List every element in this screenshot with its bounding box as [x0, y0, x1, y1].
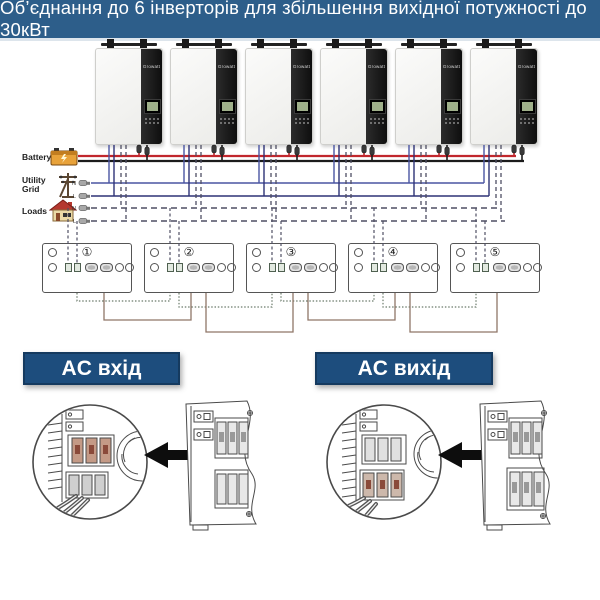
grid-n-label: N [72, 181, 76, 187]
board-hole [329, 263, 338, 272]
board-hole [217, 263, 226, 272]
mounting-tab [215, 39, 222, 48]
loads-label: Loads [22, 206, 48, 216]
share-port [289, 263, 302, 272]
inverter-brand-label: Growatt [292, 64, 311, 69]
page-title: Об’єднання до 6 інверторів для збільшення вихідної потужності до 30кВт [0, 0, 587, 40]
loads-house-icon [49, 198, 77, 224]
inverter-buttons [144, 117, 159, 125]
loads-n-label: N [72, 206, 76, 212]
battery-icon [49, 145, 79, 167]
inverter-front-strip [141, 49, 162, 144]
comm-port [482, 263, 489, 272]
board-hole [115, 263, 124, 272]
inverter-drop-wires [109, 145, 524, 221]
inverter-3 [245, 48, 313, 145]
ac-output-detail-illustration [312, 392, 562, 592]
board-hole [48, 263, 57, 272]
share-port [391, 263, 404, 272]
mounting-tab [482, 39, 489, 48]
comm-port [380, 263, 387, 272]
battery-bus [78, 156, 524, 161]
board-hole [227, 263, 236, 272]
grid-l-label: L [72, 194, 76, 200]
grid-bus [91, 183, 489, 196]
ac-output-panel-art [480, 401, 550, 530]
board-hole [533, 263, 542, 272]
inverter-front-strip [516, 49, 537, 144]
share-port [508, 263, 521, 272]
inverter-front-strip [366, 49, 387, 144]
parallel-board-1 [42, 243, 132, 293]
share-port [85, 263, 98, 272]
inverter-buttons [219, 117, 234, 125]
header-banner [0, 0, 600, 38]
inverter-body [170, 48, 238, 145]
board-number: ③ [285, 245, 297, 259]
parallel-board-3 [246, 243, 336, 293]
board-number: ⑤ [489, 245, 501, 259]
inverter-display [369, 99, 386, 114]
share-port [202, 263, 215, 272]
board-hole [150, 248, 159, 257]
board-hole [354, 263, 363, 272]
parallel-board-5 [450, 243, 540, 293]
comm-port [473, 263, 480, 272]
inverter-display [444, 99, 461, 114]
ac-output-magnifier-circle [327, 405, 441, 519]
board-number: ② [183, 245, 195, 259]
mounting-tab [140, 39, 147, 48]
ac-input-detail-illustration [18, 392, 268, 592]
inverter-body [245, 48, 313, 145]
inverter-body [95, 48, 163, 145]
inverter-brand-label: Growatt [217, 64, 236, 69]
utility-grid-label: Utility Grid [22, 175, 46, 195]
parallel-board-2 [144, 243, 234, 293]
ac-output-text: AC вихід [357, 356, 451, 380]
inverter-buttons [444, 117, 459, 125]
inverter-display [519, 99, 536, 114]
board-hole [252, 263, 261, 272]
board-link-wires [77, 293, 497, 332]
inverter-2 [170, 48, 238, 145]
share-port [493, 263, 506, 272]
comm-port [74, 263, 81, 272]
inverter-front-strip [441, 49, 462, 144]
board-hole [319, 263, 328, 272]
inverter-6 [470, 48, 538, 145]
inverter-brand-label: Growatt [142, 64, 161, 69]
inverter-buttons [369, 117, 384, 125]
battery-label: Battery [22, 152, 52, 162]
ac-input-panel-art [186, 401, 256, 530]
board-hole [523, 263, 532, 272]
inverter-buttons [519, 117, 534, 125]
inverter-display [219, 99, 236, 114]
mounting-tab [407, 39, 414, 48]
inverter-5 [395, 48, 463, 145]
inverter-brand-label: Growatt [442, 64, 461, 69]
comm-port [65, 263, 72, 272]
inverter-buttons [294, 117, 309, 125]
mounting-tab [515, 39, 522, 48]
ac-input-section-label [23, 352, 180, 385]
mounting-tab [332, 39, 339, 48]
mounting-tab [365, 39, 372, 48]
utility-grid-icon [55, 170, 81, 200]
mounting-tab [257, 39, 264, 48]
ac-output-section-label [315, 352, 493, 385]
mounting-tab [440, 39, 447, 48]
comm-port [371, 263, 378, 272]
share-port [406, 263, 419, 272]
board-hole [125, 263, 134, 272]
board-hole [421, 263, 430, 272]
inverter-1 [95, 48, 163, 145]
board-hole [456, 263, 465, 272]
inverter-front-strip [291, 49, 312, 144]
inverter-body [320, 48, 388, 145]
loads-l-label: L [72, 219, 76, 225]
board-hole [48, 248, 57, 257]
board-number: ① [81, 245, 93, 259]
inverter-4 [320, 48, 388, 145]
ac-input-text: AC вхід [61, 356, 142, 380]
mc4-connector-icon [137, 145, 525, 155]
board-hole [431, 263, 440, 272]
comm-port [176, 263, 183, 272]
inverter-display [294, 99, 311, 114]
board-hole [456, 248, 465, 257]
mounting-tab [290, 39, 297, 48]
share-port [304, 263, 317, 272]
inverter-body [470, 48, 538, 145]
comm-port [167, 263, 174, 272]
inverter-brand-label: Growatt [517, 64, 536, 69]
share-port [187, 263, 200, 272]
inverter-display [144, 99, 161, 114]
board-number: ④ [387, 245, 399, 259]
mounting-tab [107, 39, 114, 48]
comm-port [269, 263, 276, 272]
inverter-front-strip [216, 49, 237, 144]
inverter-body [395, 48, 463, 145]
inverter-brand-label: Growatt [367, 64, 386, 69]
loads-bus [91, 208, 505, 221]
board-hole [252, 248, 261, 257]
share-port [100, 263, 113, 272]
comm-port [278, 263, 285, 272]
board-hole [150, 263, 159, 272]
parallel-board-4 [348, 243, 438, 293]
mounting-tab [182, 39, 189, 48]
board-hole [354, 248, 363, 257]
